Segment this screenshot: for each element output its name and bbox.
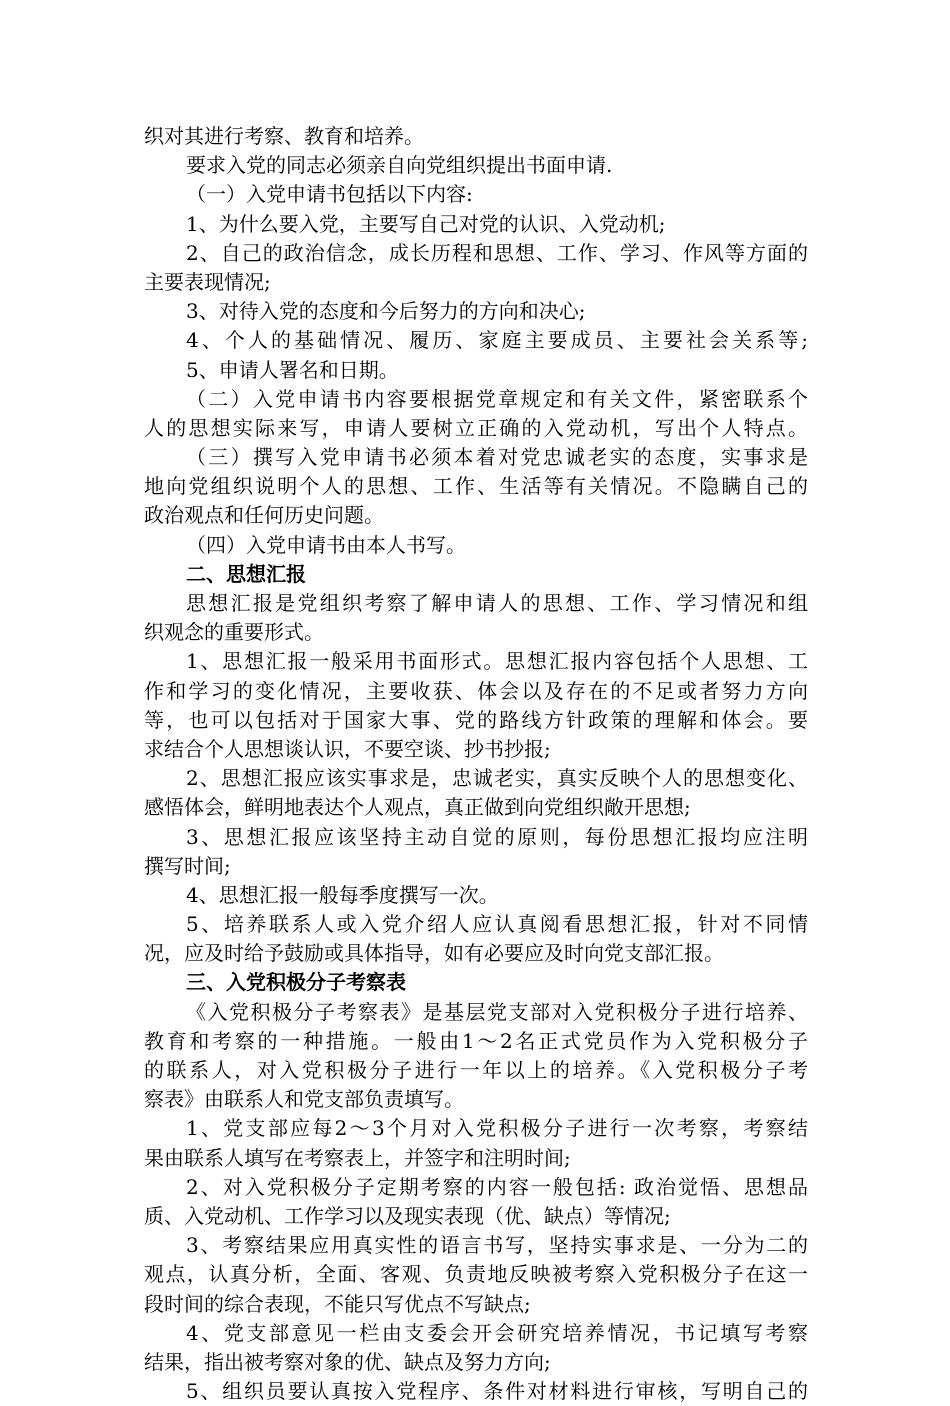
- text-line: 3、思想汇报应该坚持主动自觉的原则，每份思想汇报均应注明: [186, 824, 808, 849]
- text-line: 结果，指出被考察对象的优、缺点及努力方向;: [144, 1349, 551, 1374]
- text-line: 1、思想汇报一般采用书面形式。思想汇报内容包括个人思想、工: [186, 649, 808, 674]
- text-line: 撰写时间;: [144, 853, 231, 878]
- text-line: 教育和考察的一种措施。一般由1～2名正式党员作为入党积极分子: [144, 1028, 808, 1053]
- text-line: 4、个人的基础情况、履历、家庭主要成员、主要社会关系等;: [186, 328, 808, 353]
- text-line: 人的思想实际来写，申请人要树立正确的入党动机，写出个人特点。: [144, 415, 808, 440]
- text-line: 况，应及时给予鼓励或具体指导，如有必要应及时向党支部汇报。: [144, 941, 724, 966]
- text-line: 《入党积极分子考察表》是基层党支部对入党积极分子进行培养、: [186, 999, 808, 1024]
- text-line: 1、为什么要入党，主要写自己对党的认识、入党动机;: [186, 211, 666, 236]
- section-heading: 二、思想汇报: [186, 561, 306, 586]
- text-line: 求结合个人思想谈认识，不要空谈、抄书抄报;: [144, 736, 551, 761]
- text-line: 段时间的综合表现，不能只写优点不写缺点;: [144, 1291, 531, 1316]
- text-line: （三）撰写入党申请书必须本着对党忠诚老实的态度，实事求是: [186, 445, 808, 470]
- text-line: 察表》由联系人和党支部负责填写。: [144, 1087, 464, 1112]
- text-line: 4、党支部意见一栏由支委会开会研究培养情况，书记填写考察: [186, 1320, 808, 1345]
- text-line: 思想汇报是党组织考察了解申请人的思想、工作、学习情况和组: [186, 591, 808, 615]
- section-heading: 三、入党积极分子考察表: [186, 970, 406, 995]
- text-line: 感悟体会，鲜明地表达个人观点，真正做到向党组织敞开思想;: [144, 795, 691, 820]
- text-line: 果由联系人填写在考察表上，并签字和注明时间;: [144, 1145, 571, 1170]
- text-line: 3、考察结果应用真实性的语言书写，坚持实事求是、一分为二的: [186, 1233, 808, 1258]
- text-line: 5、培养联系人或入党介绍人应认真阅看思想汇报，针对不同情: [186, 912, 808, 937]
- text-line: 1、党支部应每2～3个月对入党积极分子进行一次考察，考察结: [186, 1116, 808, 1141]
- text-line: （四）入党申请书由本人书写。: [186, 532, 466, 557]
- text-line: 主要表现情况;: [144, 269, 271, 294]
- text-line: 地向党组织说明个人的思想、工作、生活等有关情况。不隐瞒自己的: [144, 474, 808, 499]
- text-line: 观点，认真分析，全面、客观、负责地反映被考察入党积极分子在这一: [144, 1262, 808, 1287]
- text-line: 的联系人，对入党积极分子进行一年以上的培养。《入党积极分子考: [144, 1058, 808, 1082]
- document-page: [144, 122, 808, 1406]
- text-line: 织对其进行考察、教育和培养。: [144, 124, 424, 148]
- text-line: 作和学习的变化情况，主要收获、体会以及存在的不足或者努力方向: [144, 678, 808, 703]
- text-line: 5、组织员要认真按入党程序、条件对材料进行审核，写明自己的: [186, 1379, 808, 1404]
- text-line: 织观念的重要形式。: [144, 620, 324, 645]
- text-line: 政治观点和任何历史问题。: [144, 503, 384, 528]
- text-line: 2、自己的政治信念，成长历程和思想、工作、学习、作风等方面的: [186, 240, 808, 265]
- text-line: 2、对入党积极分子定期考察的内容一般包括: 政治觉悟、思想品: [186, 1174, 808, 1199]
- text-line: （二）入党申请书内容要根据党章规定和有关文件，紧密联系个: [186, 386, 808, 411]
- text-line: 质、入党动机、工作学习以及现实表现（优、缺点）等情况;: [144, 1203, 671, 1228]
- text-line: 等，也可以包括对于国家大事、党的路线方针政策的理解和体会。要: [144, 707, 808, 732]
- text-line: 3、对待入党的态度和今后努力的方向和决心;: [186, 299, 586, 324]
- text-line: 4、思想汇报一般每季度撰写一次。: [186, 882, 499, 907]
- text-line: 5、申请人署名和日期。: [186, 357, 399, 382]
- text-line: 2、思想汇报应该实事求是，忠诚老实，真实反映个人的思想变化、: [186, 766, 808, 791]
- text-line: （一）入党申请书包括以下内容:: [186, 182, 473, 207]
- text-line: 要求入党的同志必须亲自向党组织提出书面申请.: [186, 153, 613, 178]
